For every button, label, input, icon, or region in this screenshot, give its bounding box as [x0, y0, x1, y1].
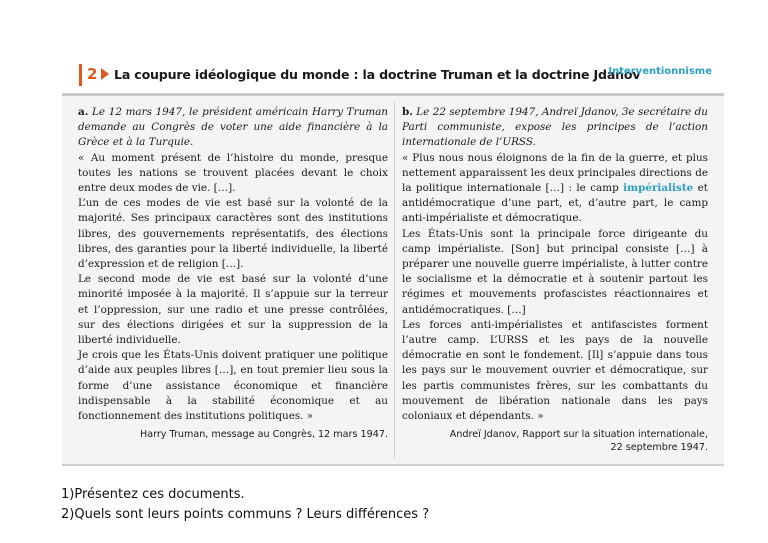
doc-a-intro [78, 105, 388, 151]
doc-b-letter: b. [402, 106, 413, 118]
doc-a-paragraph: L’un de ces modes de vie est basé sur la volonté de la majorité. Ses principaux caractères sont des institutions libres, des gouvernements représentatifs, des élections libres, des garanties pour la liberté individuelle, la liberté d’expression et de religion […]. [78, 197, 388, 271]
doc-b-intro [402, 105, 708, 151]
doc-a-source: Harry Truman, message au Congrès, 12 mars 1947. [139, 429, 388, 441]
question-2: 2)Quels sont leurs points communs ? Leurs différences ? [61, 507, 430, 522]
doc-b-p1-start: « Plus nous nous éloignons de la fin de la guerre, et plus nettement apparaissent les deux principales directions de la politique internationale […] : le camp [402, 151, 708, 195]
doc-a-paragraph: Je crois que les États-Unis doivent pratiquer une politique d’aide aux peuples libres […], en tout premier lieu sous la forme d’une assistance économique et financière indispensable à la stabilité économique et au fonctionnement des institutions politiques. » [78, 349, 388, 423]
column-divider [394, 102, 395, 458]
doc-a-intro-text: Le 12 mars 1947, le président américain Harry Truman demande au Congrès de voter une aide financière à la Grèce et à la Turquie. [78, 106, 388, 149]
doc-a-letter: a. [78, 106, 89, 118]
question-1: 1)Présentez ces documents. [61, 487, 245, 502]
doc-b-paragraph: Les forces anti-impérialistes et antifascistes forment l’autre camp. L’URSS et les pays de la nouvelle démocratie en sont le fondement. [Il] s’appuie dans tous les pays sur le mouvement ouvrier et démocratique, sur les partis communistes frères, sur les combattants du mouvement de libération nationale dans les pays coloniaux et dépendants. » [402, 318, 708, 423]
doc-b-p1-end: et antidémocratique d’une part, et, d’autre part, le camp anti-impérialiste et démocratique. [402, 182, 708, 225]
document-number: 2 [87, 65, 98, 83]
doc-b-paragraph: Les États-Unis sont la principale force dirigeante du camp impérialiste. [Son] but principal consiste […] à préparer une nouvelle guerre impérialiste, à lutter contre le socialisme et la démocratie et à soutenir partout les régimes et mouvements profascistes réactionnaires et antidémocratiques. […] [402, 227, 708, 316]
accent-bar [79, 64, 82, 86]
arrow-right-icon [101, 68, 109, 80]
document-panel [62, 56, 724, 466]
document-title: La coupure idéologique du monde : la doctrine Truman et la doctrine Jdanov [114, 67, 641, 82]
doc-b-source [402, 428, 708, 454]
document-header [62, 56, 724, 96]
doc-b-source-line1: Andreï Jdanov, Rapport sur la situation internationale, [449, 429, 708, 441]
doc-b-paragraph [402, 151, 708, 227]
doc-a-paragraph: Le second mode de vie est basé sur la volonté d’une minorité imposée à la majorité. Il s’appuie sur la terreur et l’oppression, sur une radio et une presse contrôlées, sur des élections dirigées et sur la suppression de la liberté individuelle. [78, 273, 388, 347]
document-b [402, 105, 708, 454]
doc-b-intro-text: Le 22 septembre 1947, Andreï Jdanov, 3e secrétaire du Parti communiste, expose les principes de l’action internationale de l’URSS. [402, 106, 708, 149]
doc-a-paragraph: « Au moment présent de l’histoire du monde, presque toutes les nations se trouvent placées devant le choix entre deux modes de vie. […]. [78, 151, 388, 195]
theme-tag: Interventionnisme [608, 66, 712, 77]
doc-b-source-line2: 22 septembre 1947. [610, 442, 708, 454]
document-a [78, 105, 388, 441]
keyword-imperialiste: impérialiste [623, 182, 694, 195]
